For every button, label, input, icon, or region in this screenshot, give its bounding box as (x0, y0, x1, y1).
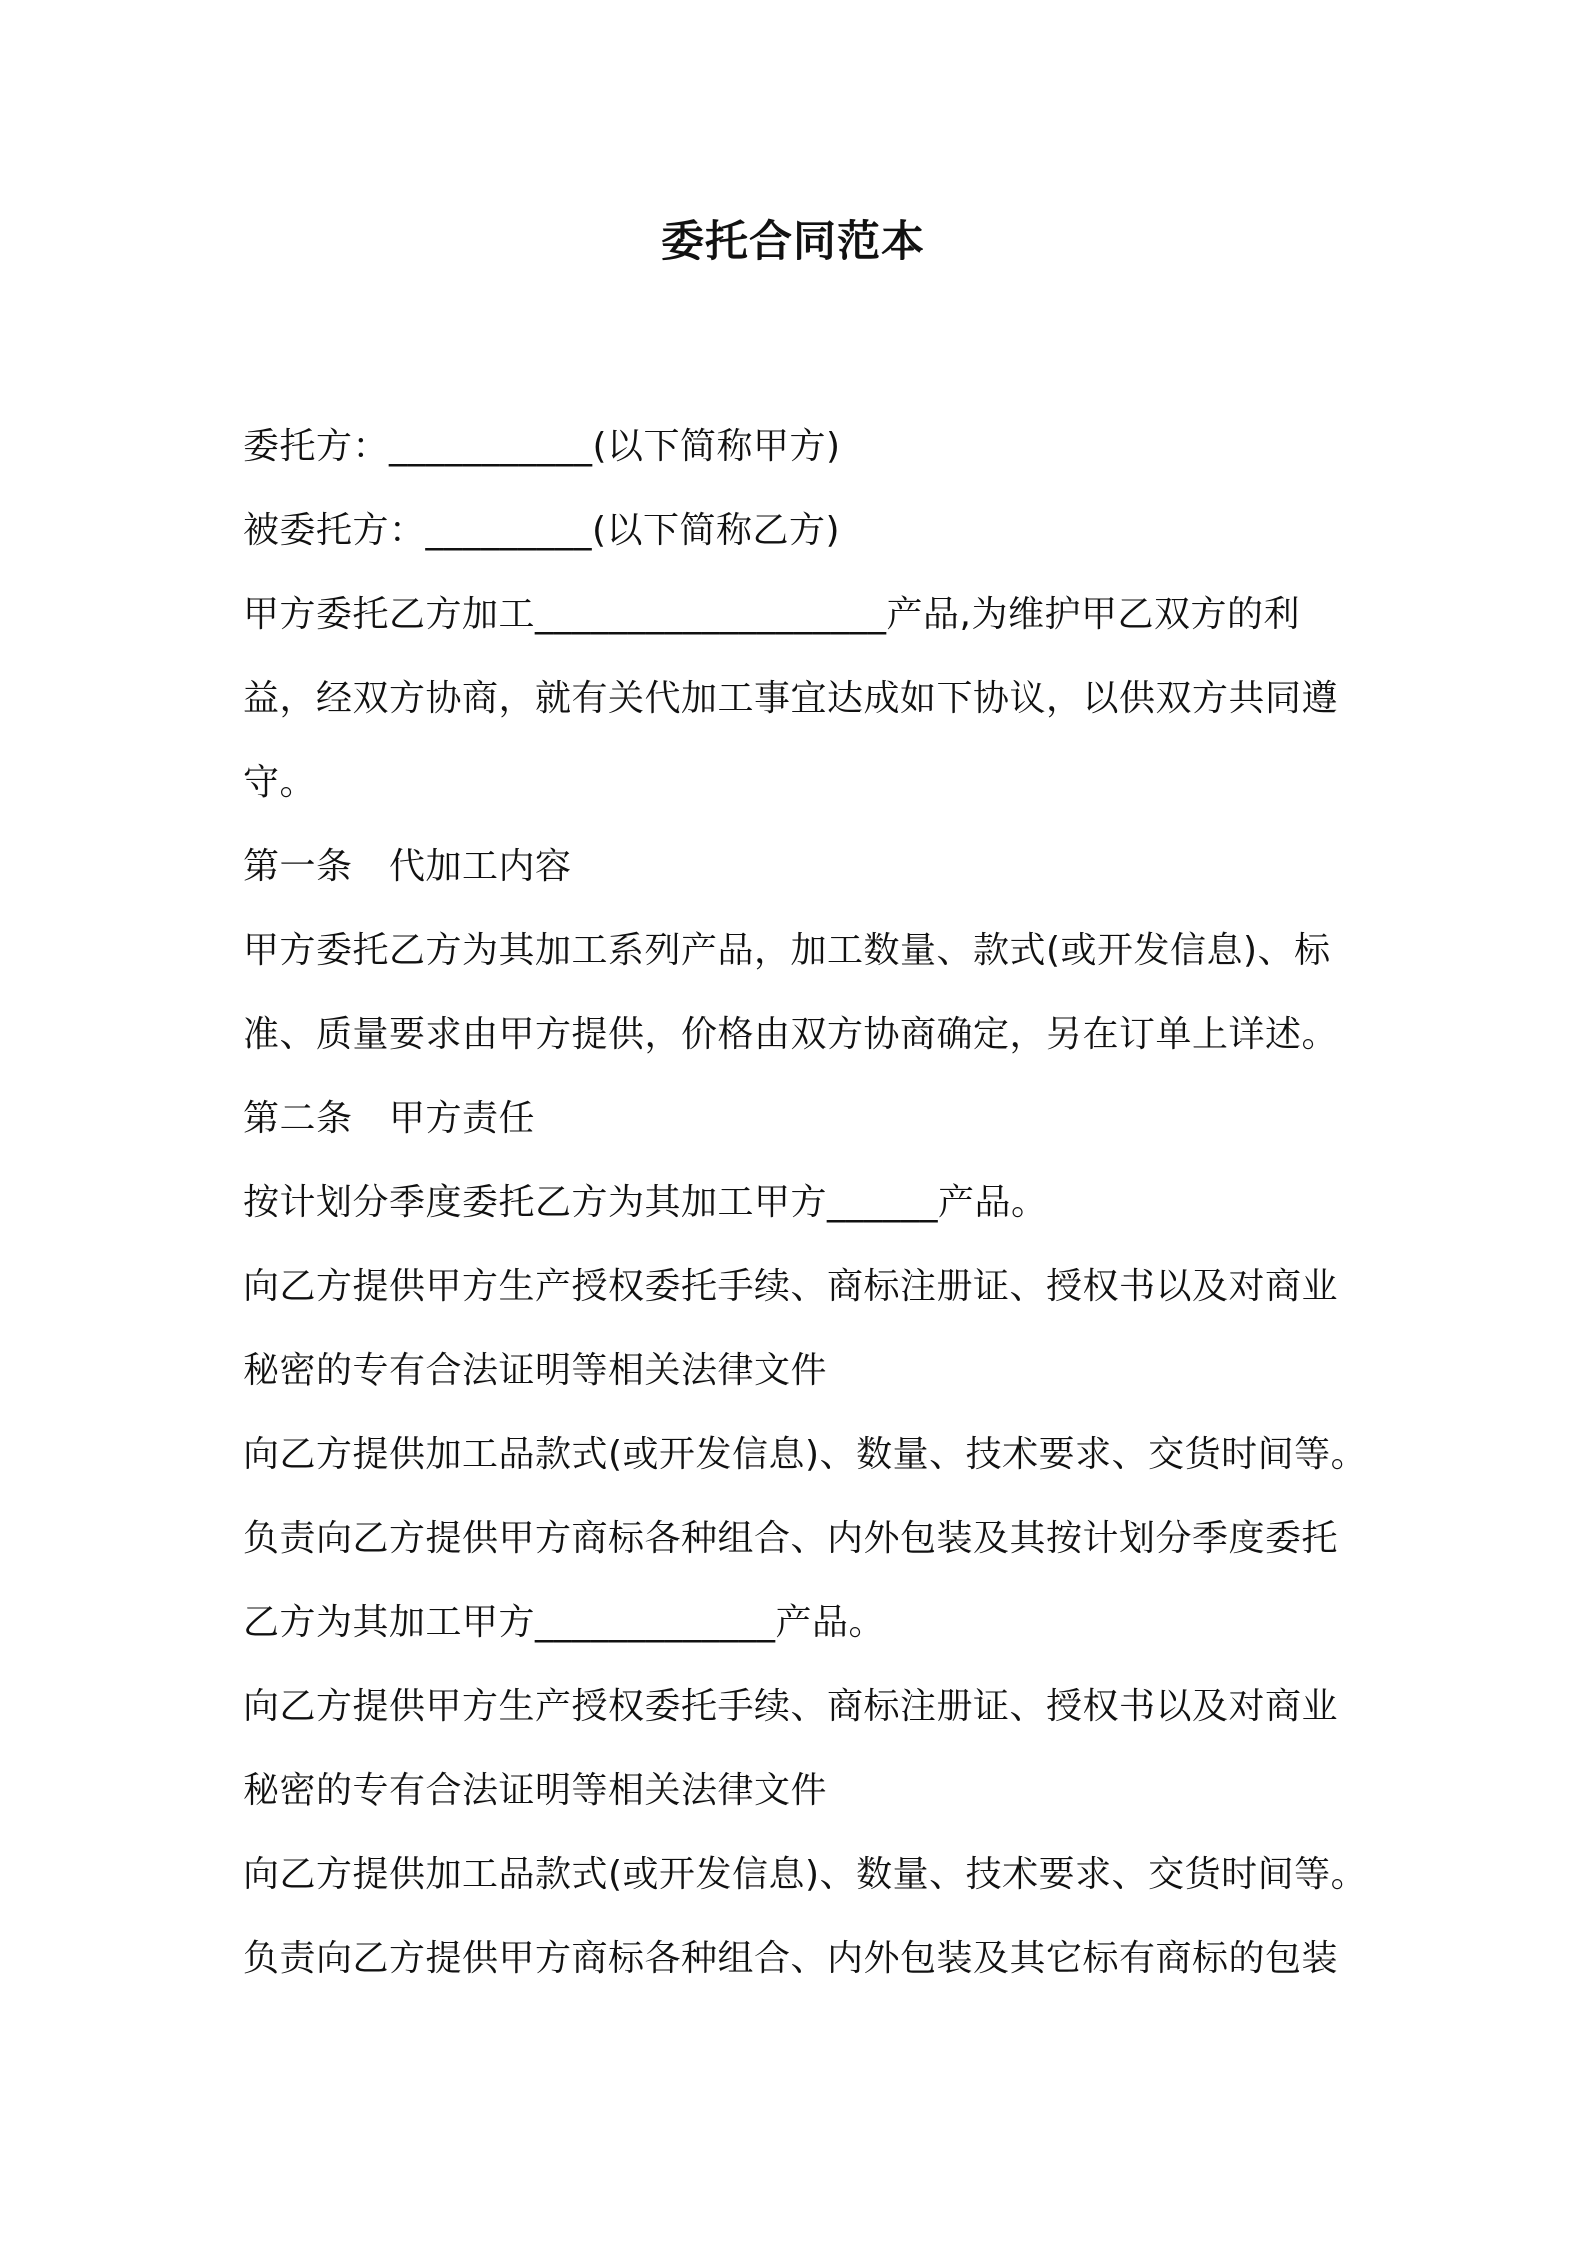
article-2-line-9: 向乙方提供加工品款式(或开发信息)、数量、技术要求、交货时间等。 (243, 1854, 1368, 1895)
preamble-line-1: 甲方委托乙方加工___________________产品,为维护甲乙双方的利 (243, 594, 1300, 635)
article-2-line-3: 秘密的专有合法证明等相关法律文件 (243, 1350, 828, 1391)
article-2-heading: 第二条 甲方责任 (243, 1098, 536, 1139)
document-title: 委托合同范本 (661, 217, 925, 267)
party-b-line: 被委托方：_________(以下简称乙方) (243, 510, 841, 551)
article-2-line-8: 秘密的专有合法证明等相关法律文件 (243, 1770, 828, 1811)
article-2-line-1: 按计划分季度委托乙方为其加工甲方______产品。 (243, 1182, 1048, 1223)
article-1-heading: 第一条 代加工内容 (243, 846, 572, 887)
article-2-line-2: 向乙方提供甲方生产授权委托手续、商标注册证、授权书以及对商业 (243, 1266, 1339, 1307)
party-a-line: 委托方：___________(以下简称甲方) (243, 426, 841, 467)
article-2-line-5: 负责向乙方提供甲方商标各种组合、内外包装及其按计划分季度委托 (243, 1518, 1339, 1559)
preamble-line-3: 守。 (243, 762, 317, 803)
article-1-line-2: 准、质量要求由甲方提供，价格由双方协商确定，另在订单上详述。 (243, 1014, 1339, 1055)
article-2-line-10: 负责向乙方提供甲方商标各种组合、内外包装及其它标有商标的包装 (243, 1938, 1339, 1979)
article-2-line-6: 乙方为其加工甲方_____________产品。 (243, 1602, 886, 1643)
document-body (243, 405, 1368, 2001)
article-1-line-1: 甲方委托乙方为其加工系列产品，加工数量、款式(或开发信息)、标 (243, 930, 1331, 971)
article-2-line-4: 向乙方提供加工品款式(或开发信息)、数量、技术要求、交货时间等。 (243, 1434, 1368, 1475)
article-2-line-7: 向乙方提供甲方生产授权委托手续、商标注册证、授权书以及对商业 (243, 1686, 1339, 1727)
preamble-line-2: 益，经双方协商，就有关代加工事宜达成如下协议，以供双方共同遵 (243, 678, 1339, 719)
